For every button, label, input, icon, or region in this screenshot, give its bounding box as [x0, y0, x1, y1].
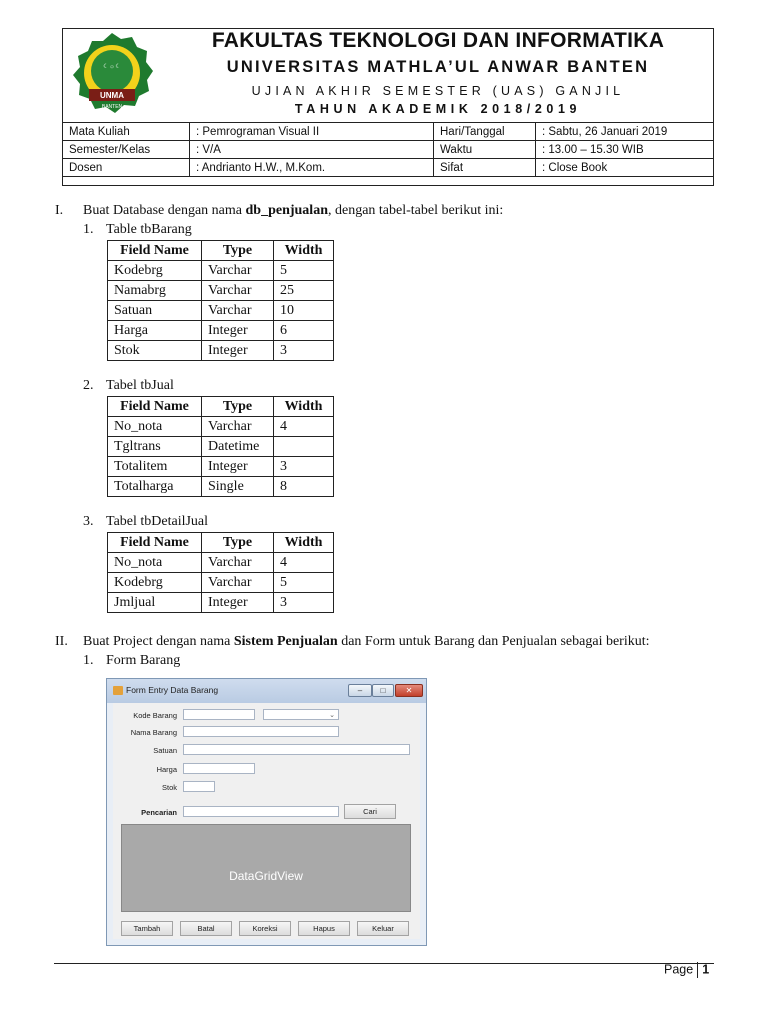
- faculty-title: FAKULTAS TEKNOLOGI DAN INFORMATIKA: [211, 29, 665, 52]
- table-cell: 8: [274, 477, 334, 497]
- satuan-input[interactable]: [183, 744, 410, 755]
- tbbarang-table: [107, 240, 334, 361]
- table-cell: Namabrg: [108, 281, 202, 301]
- page-number-value: 1: [702, 962, 710, 977]
- table-3-num: 3.: [83, 514, 94, 529]
- table-cell: Integer: [202, 341, 274, 361]
- table-cell: Stok: [108, 341, 202, 361]
- table-row: [108, 261, 334, 281]
- table-cell: Integer: [202, 457, 274, 477]
- table-cell: Totalharga: [108, 477, 202, 497]
- table-cell: Kodebrg: [108, 573, 202, 593]
- university-title: UNIVERSITAS MATHLA’UL ANWAR BANTEN: [226, 58, 650, 76]
- table-cell: 5: [274, 573, 334, 593]
- exam-title: UJIAN AKHIR SEMESTER (UAS) GANJIL: [251, 84, 625, 98]
- table-cell: 3: [274, 457, 334, 477]
- logo-text: UNMA: [100, 91, 124, 100]
- table-cell: 3: [274, 341, 334, 361]
- table-2-num: 2.: [83, 378, 94, 393]
- table-cell: Varchar: [202, 573, 274, 593]
- info-value: : Andrianto H.W., M.Kom.: [190, 159, 434, 177]
- form-client-area: [113, 703, 420, 939]
- table-cell: No_nota: [108, 553, 202, 573]
- info-label: Semester/Kelas: [63, 141, 190, 159]
- table-row: [108, 341, 334, 361]
- table-header-row: [108, 397, 334, 417]
- koreksi-button[interactable]: Koreksi: [239, 921, 291, 936]
- stok-input[interactable]: [183, 781, 215, 792]
- table-cell: 25: [274, 281, 334, 301]
- table-row: [108, 417, 334, 437]
- minimize-button[interactable]: –: [348, 684, 372, 697]
- table-1-num: 1.: [83, 222, 94, 237]
- column-header: Field Name: [108, 533, 202, 553]
- table-cell: Varchar: [202, 553, 274, 573]
- label-kode-barang: Kode Barang: [133, 711, 177, 720]
- info-value: : 13.00 – 15.30 WIB: [536, 141, 714, 159]
- svg-text:☾ ۞ ☾: ☾ ۞ ☾: [103, 64, 121, 70]
- column-header: Width: [274, 241, 334, 261]
- table-cell: 10: [274, 301, 334, 321]
- info-label: Hari/Tanggal: [434, 123, 536, 141]
- table-row: [108, 301, 334, 321]
- form-barang-window: [106, 678, 427, 946]
- section-2-numeral: II.: [55, 634, 68, 649]
- table-row: [108, 281, 334, 301]
- info-value: : Sabtu, 26 Januari 2019: [536, 123, 714, 141]
- column-header: Field Name: [108, 397, 202, 417]
- info-label: Dosen: [63, 159, 190, 177]
- column-header: Field Name: [108, 241, 202, 261]
- maximize-button[interactable]: □: [372, 684, 394, 697]
- table-2-title: Tabel tbJual: [106, 378, 174, 393]
- info-label: Waktu: [434, 141, 536, 159]
- footer-divider: [54, 963, 714, 964]
- info-label: Mata Kuliah: [63, 123, 190, 141]
- info-row: [63, 141, 714, 159]
- section-1-numeral: I.: [55, 203, 64, 218]
- table-cell: 4: [274, 417, 334, 437]
- table-cell: Single: [202, 477, 274, 497]
- table-header-row: [108, 241, 334, 261]
- table-cell: Totalitem: [108, 457, 202, 477]
- section-2-instruction: Buat Project dengan nama Sistem Penjualan dan Form untuk Barang dan Penjualan sebagai berikut:: [83, 634, 650, 649]
- exam-header: [62, 28, 714, 186]
- tbjual-table: [107, 396, 334, 497]
- cari-button[interactable]: Cari: [344, 804, 396, 819]
- info-row: [63, 159, 714, 177]
- table-header-row: [108, 533, 334, 553]
- close-button[interactable]: ✕: [395, 684, 423, 697]
- table-cell: Datetime: [202, 437, 274, 457]
- form-item-title: Form Barang: [106, 653, 181, 668]
- table-row: [108, 553, 334, 573]
- info-row: [63, 123, 714, 141]
- column-header: Type: [202, 397, 274, 417]
- university-logo-icon: [65, 31, 159, 117]
- label-stok: Stok: [161, 783, 177, 792]
- info-value: : Close Book: [536, 159, 714, 177]
- exam-info-table: [62, 122, 714, 177]
- academic-year: TAHUN AKADEMIK 2018/2019: [294, 102, 582, 116]
- kode-barang-combobox[interactable]: [263, 709, 339, 720]
- label-harga: Harga: [156, 765, 177, 774]
- table-cell: Harga: [108, 321, 202, 341]
- table-cell: Varchar: [202, 301, 274, 321]
- grid-placeholder-label: DataGridView: [229, 869, 303, 883]
- page-label: Page: [664, 962, 694, 977]
- column-header: Width: [274, 397, 334, 417]
- batal-button[interactable]: Batal: [180, 921, 232, 936]
- hapus-button[interactable]: Hapus: [298, 921, 350, 936]
- info-value: : Pemrograman Visual II: [190, 123, 434, 141]
- table-cell: Integer: [202, 321, 274, 341]
- kode-barang-input[interactable]: [183, 709, 255, 720]
- table-cell: Tgltrans: [108, 437, 202, 457]
- column-header: Width: [274, 533, 334, 553]
- table-row: [108, 573, 334, 593]
- table-cell: Kodebrg: [108, 261, 202, 281]
- table-cell: Satuan: [108, 301, 202, 321]
- table-cell: 3: [274, 593, 334, 613]
- tambah-button[interactable]: Tambah: [121, 921, 173, 936]
- chevron-down-icon: ⌄: [329, 712, 335, 719]
- label-satuan: Satuan: [153, 746, 177, 755]
- app-icon: [113, 686, 123, 695]
- page-separator: [697, 962, 698, 978]
- table-3-title: Tabel tbDetailJual: [106, 514, 209, 529]
- info-value: : V/A: [190, 141, 434, 159]
- section-1-instruction: Buat Database dengan nama db_penjualan, dengan tabel-tabel berikut ini:: [83, 203, 504, 218]
- table-row: [108, 321, 334, 341]
- label-pencarian: Pencarian: [141, 808, 177, 817]
- column-header: Type: [202, 241, 274, 261]
- harga-input[interactable]: [183, 763, 255, 774]
- table-row: [108, 457, 334, 477]
- table-cell: Varchar: [202, 281, 274, 301]
- table-cell: Jmljual: [108, 593, 202, 613]
- table-cell: Integer: [202, 593, 274, 613]
- table-cell: Varchar: [202, 417, 274, 437]
- project-name: Sistem Penjualan: [233, 634, 338, 649]
- table-cell: [274, 437, 334, 457]
- window-title: Form Entry Data Barang: [126, 685, 219, 695]
- keluar-button[interactable]: Keluar: [357, 921, 409, 936]
- form-item-num: 1.: [83, 653, 94, 668]
- pencarian-input[interactable]: [183, 806, 339, 817]
- table-cell: 4: [274, 553, 334, 573]
- table-row: [108, 437, 334, 457]
- nama-barang-input[interactable]: [183, 726, 339, 737]
- info-label: Sifat: [434, 159, 536, 177]
- tbdetailjual-table: [107, 532, 334, 613]
- page-number: [664, 962, 709, 978]
- label-nama-barang: Nama Barang: [130, 728, 177, 737]
- table-1-title: Table tbBarang: [106, 222, 192, 237]
- table-row: [108, 477, 334, 497]
- column-header: Type: [202, 533, 274, 553]
- table-cell: 5: [274, 261, 334, 281]
- table-row: [108, 593, 334, 613]
- data-grid-view[interactable]: [121, 824, 411, 912]
- db-name: db_penjualan: [245, 203, 328, 218]
- table-cell: No_nota: [108, 417, 202, 437]
- window-titlebar: [107, 679, 426, 703]
- logo-subtext: BANTEN: [101, 104, 123, 110]
- table-cell: Varchar: [202, 261, 274, 281]
- table-cell: 6: [274, 321, 334, 341]
